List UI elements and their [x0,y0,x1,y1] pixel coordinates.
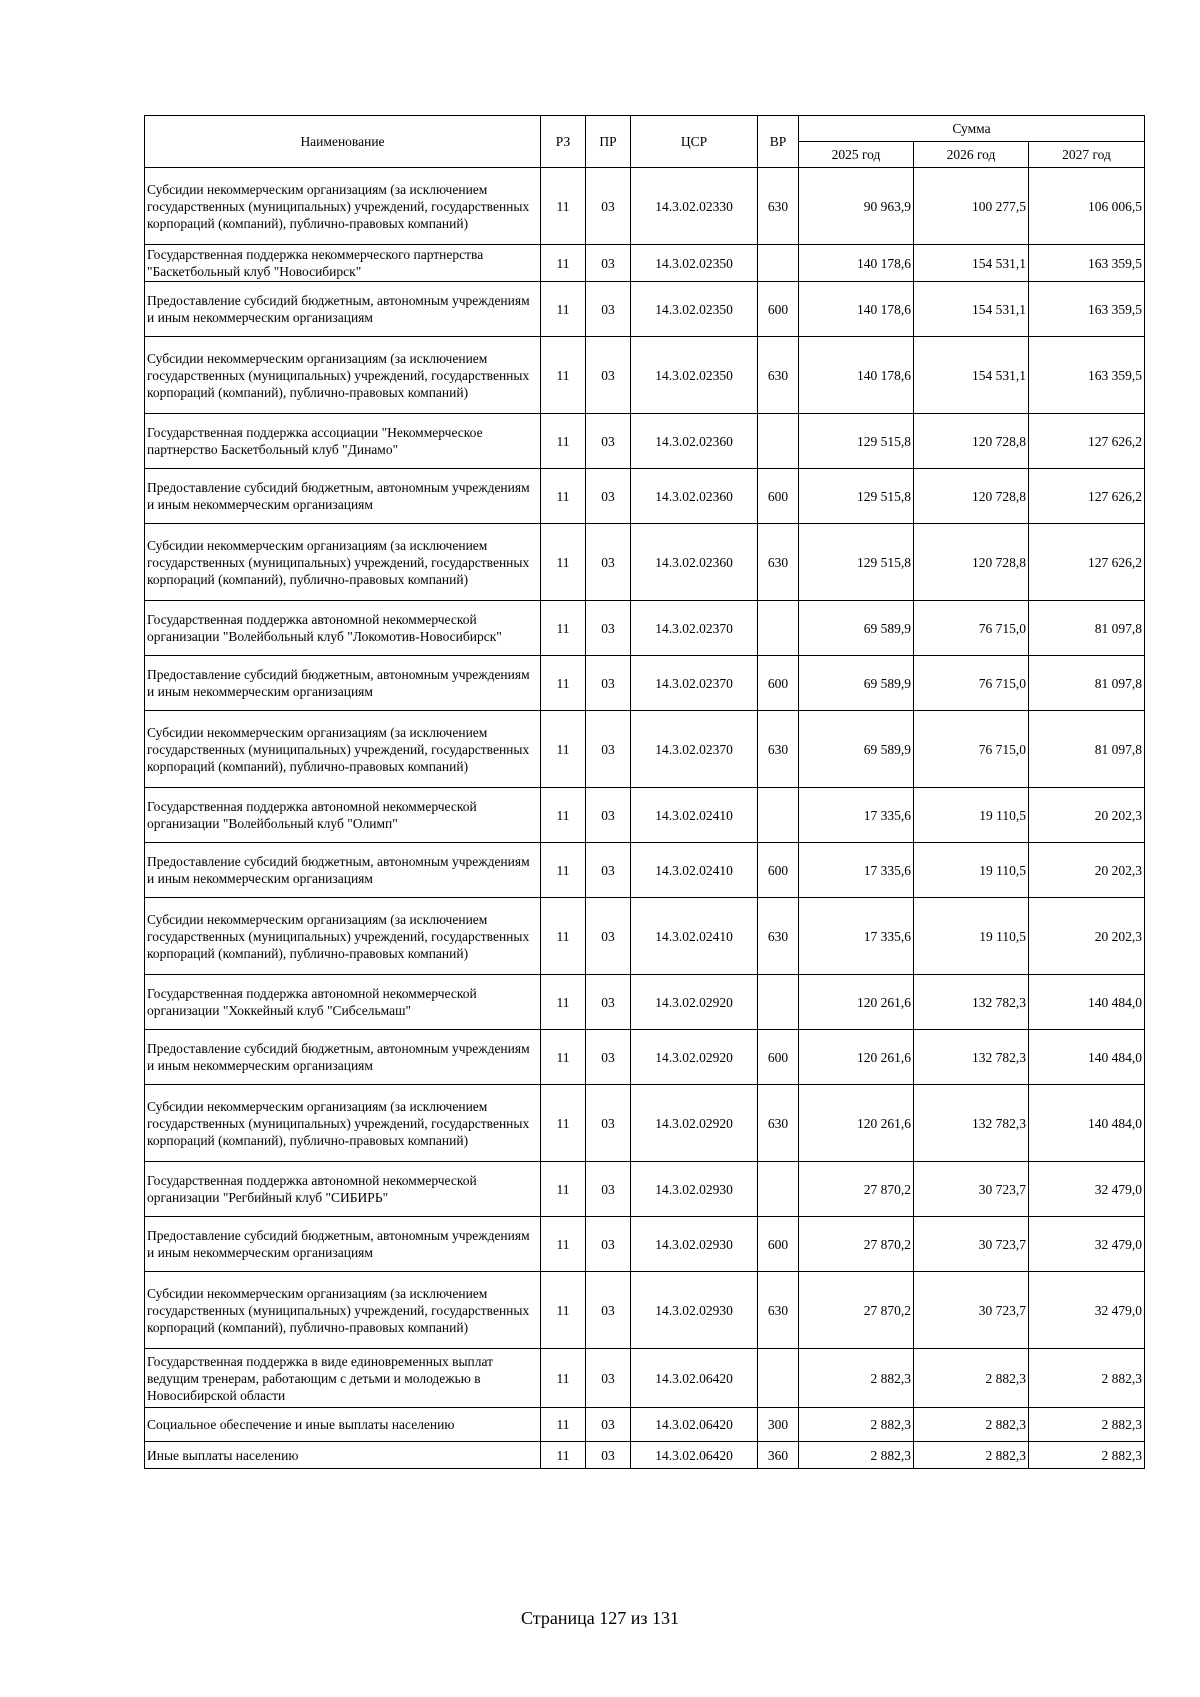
row-sum-2026: 2 882,3 [914,1442,1029,1469]
row-vr: 630 [758,711,799,788]
row-vr [758,1349,799,1408]
row-sum-2027: 81 097,8 [1029,656,1145,711]
row-vr: 600 [758,282,799,337]
row-rz: 11 [541,245,586,282]
row-csr: 14.3.02.02410 [631,788,758,843]
row-csr: 14.3.02.02360 [631,469,758,524]
row-csr: 14.3.02.02360 [631,524,758,601]
row-csr: 14.3.02.02360 [631,414,758,469]
row-rz: 11 [541,1085,586,1162]
row-pr: 03 [586,1272,631,1349]
row-rz: 11 [541,843,586,898]
row-name: Предоставление субсидий бюджетным, автономным учреждениям и иным некоммерческим организациям [145,282,541,337]
row-vr: 600 [758,469,799,524]
table-row [145,469,1145,524]
row-sum-2026: 154 531,1 [914,337,1029,414]
row-pr: 03 [586,337,631,414]
row-sum-2027: 20 202,3 [1029,843,1145,898]
row-pr: 03 [586,1349,631,1408]
row-sum-2025: 90 963,9 [799,168,914,245]
row-vr [758,414,799,469]
row-sum-2026: 30 723,7 [914,1217,1029,1272]
row-vr: 600 [758,843,799,898]
table-row [145,245,1145,282]
row-sum-2027: 32 479,0 [1029,1217,1145,1272]
row-name: Государственная поддержка некоммерческого партнерства "Баскетбольный клуб "Новосибирск" [145,245,541,282]
row-rz: 11 [541,1272,586,1349]
row-pr: 03 [586,1085,631,1162]
row-sum-2025: 27 870,2 [799,1217,914,1272]
row-sum-2026: 76 715,0 [914,711,1029,788]
row-sum-2026: 132 782,3 [914,975,1029,1030]
row-vr: 630 [758,168,799,245]
row-pr: 03 [586,656,631,711]
row-vr [758,975,799,1030]
row-name: Государственная поддержка в виде единовременных выплат ведущим тренерам, работающим с детьми и молодежью в Новосибирской области [145,1349,541,1408]
row-csr: 14.3.02.02350 [631,282,758,337]
row-csr: 14.3.02.02920 [631,1030,758,1085]
row-sum-2026: 2 882,3 [914,1408,1029,1442]
header-vr: ВР [758,116,799,168]
row-csr: 14.3.02.02330 [631,168,758,245]
row-pr: 03 [586,1030,631,1085]
row-sum-2025: 140 178,6 [799,245,914,282]
row-sum-2025: 2 882,3 [799,1442,914,1469]
row-name: Государственная поддержка автономной некоммерческой организации "Регбийный клуб "СИБИРЬ" [145,1162,541,1217]
table-row [145,1272,1145,1349]
row-rz: 11 [541,1408,586,1442]
row-name: Иные выплаты населению [145,1442,541,1469]
row-name: Государственная поддержка автономной некоммерческой организации "Волейбольный клуб "Локомотив-Новосибирск" [145,601,541,656]
row-csr: 14.3.02.06420 [631,1442,758,1469]
row-sum-2026: 2 882,3 [914,1349,1029,1408]
row-rz: 11 [541,1030,586,1085]
row-sum-2027: 140 484,0 [1029,1085,1145,1162]
row-name: Субсидии некоммерческим организациям (за исключением государственных (муниципальных) учреждений, государственных корпораций (компаний), публично-правовых компаний) [145,168,541,245]
row-csr: 14.3.02.02350 [631,337,758,414]
row-sum-2025: 17 335,6 [799,788,914,843]
row-sum-2027: 32 479,0 [1029,1272,1145,1349]
row-pr: 03 [586,168,631,245]
row-sum-2027: 140 484,0 [1029,975,1145,1030]
row-name: Предоставление субсидий бюджетным, автономным учреждениям и иным некоммерческим организациям [145,843,541,898]
row-sum-2026: 76 715,0 [914,601,1029,656]
row-rz: 11 [541,1442,586,1469]
row-vr: 630 [758,898,799,975]
row-sum-2027: 2 882,3 [1029,1408,1145,1442]
row-vr: 600 [758,1030,799,1085]
row-csr: 14.3.02.06420 [631,1408,758,1442]
row-sum-2027: 32 479,0 [1029,1162,1145,1217]
row-pr: 03 [586,245,631,282]
row-sum-2027: 140 484,0 [1029,1030,1145,1085]
row-sum-2026: 120 728,8 [914,469,1029,524]
row-sum-2026: 132 782,3 [914,1085,1029,1162]
row-sum-2025: 2 882,3 [799,1349,914,1408]
row-pr: 03 [586,898,631,975]
row-vr: 630 [758,1272,799,1349]
row-name: Государственная поддержка автономной некоммерческой организации "Хоккейный клуб "Сибсельмаш" [145,975,541,1030]
table-row [145,601,1145,656]
row-rz: 11 [541,337,586,414]
table-row [145,1408,1145,1442]
row-sum-2027: 163 359,5 [1029,337,1145,414]
row-vr [758,245,799,282]
row-rz: 11 [541,1162,586,1217]
table-row [145,1030,1145,1085]
table-header [145,116,1145,168]
row-name: Предоставление субсидий бюджетным, автономным учреждениям и иным некоммерческим организациям [145,1217,541,1272]
row-csr: 14.3.02.02920 [631,975,758,1030]
row-rz: 11 [541,898,586,975]
row-sum-2026: 19 110,5 [914,843,1029,898]
row-sum-2027: 106 006,5 [1029,168,1145,245]
row-vr: 600 [758,1217,799,1272]
row-pr: 03 [586,711,631,788]
row-sum-2027: 81 097,8 [1029,601,1145,656]
row-pr: 03 [586,524,631,601]
row-sum-2025: 129 515,8 [799,469,914,524]
row-sum-2025: 69 589,9 [799,711,914,788]
row-sum-2026: 154 531,1 [914,282,1029,337]
row-pr: 03 [586,843,631,898]
header-csr: ЦСР [631,116,758,168]
table-row [145,975,1145,1030]
header-year-2026: 2026 год [914,142,1029,168]
row-sum-2025: 129 515,8 [799,414,914,469]
row-sum-2025: 17 335,6 [799,843,914,898]
row-pr: 03 [586,282,631,337]
table-row [145,168,1145,245]
row-sum-2026: 76 715,0 [914,656,1029,711]
row-sum-2026: 19 110,5 [914,898,1029,975]
row-sum-2027: 127 626,2 [1029,414,1145,469]
row-csr: 14.3.02.02350 [631,245,758,282]
row-sum-2027: 163 359,5 [1029,282,1145,337]
row-csr: 14.3.02.02370 [631,656,758,711]
row-rz: 11 [541,711,586,788]
row-csr: 14.3.02.02920 [631,1085,758,1162]
row-pr: 03 [586,601,631,656]
row-csr: 14.3.02.02370 [631,711,758,788]
row-sum-2025: 120 261,6 [799,1030,914,1085]
row-csr: 14.3.02.02930 [631,1217,758,1272]
row-sum-2026: 30 723,7 [914,1272,1029,1349]
row-sum-2027: 2 882,3 [1029,1349,1145,1408]
row-pr: 03 [586,1408,631,1442]
row-sum-2026: 30 723,7 [914,1162,1029,1217]
row-pr: 03 [586,1162,631,1217]
row-vr: 600 [758,656,799,711]
row-sum-2026: 120 728,8 [914,414,1029,469]
row-sum-2025: 140 178,6 [799,282,914,337]
row-rz: 11 [541,414,586,469]
row-vr [758,1162,799,1217]
row-pr: 03 [586,1217,631,1272]
row-name: Государственная поддержка ассоциации "Некоммерческое партнерство Баскетбольный клуб "Динамо" [145,414,541,469]
table-row [145,1349,1145,1408]
row-vr [758,601,799,656]
row-vr [758,788,799,843]
budget-table [144,115,1145,1469]
header-name: Наименование [145,116,541,168]
row-vr: 630 [758,1085,799,1162]
row-sum-2026: 154 531,1 [914,245,1029,282]
row-rz: 11 [541,282,586,337]
row-name: Субсидии некоммерческим организациям (за исключением государственных (муниципальных) учреждений, государственных корпораций (компаний), публично-правовых компаний) [145,524,541,601]
table-row [145,843,1145,898]
row-sum-2026: 120 728,8 [914,524,1029,601]
table-row [145,524,1145,601]
row-vr: 630 [758,337,799,414]
table-row [145,1442,1145,1469]
table-row [145,898,1145,975]
row-pr: 03 [586,788,631,843]
row-rz: 11 [541,168,586,245]
row-vr: 630 [758,524,799,601]
table-body [145,168,1145,1469]
row-rz: 11 [541,788,586,843]
row-vr: 300 [758,1408,799,1442]
page-number: Страница 127 из 131 [521,1608,679,1628]
row-sum-2027: 20 202,3 [1029,898,1145,975]
row-pr: 03 [586,1442,631,1469]
row-name: Субсидии некоммерческим организациям (за исключением государственных (муниципальных) учреждений, государственных корпораций (компаний), публично-правовых компаний) [145,1272,541,1349]
row-rz: 11 [541,469,586,524]
row-csr: 14.3.02.02370 [631,601,758,656]
table-row [145,1162,1145,1217]
row-rz: 11 [541,656,586,711]
row-sum-2025: 17 335,6 [799,898,914,975]
row-csr: 14.3.02.06420 [631,1349,758,1408]
table-row [145,1217,1145,1272]
row-csr: 14.3.02.02410 [631,843,758,898]
header-sum: Сумма [799,116,1145,142]
row-rz: 11 [541,601,586,656]
row-name: Субсидии некоммерческим организациям (за исключением государственных (муниципальных) учреждений, государственных корпораций (компаний), публично-правовых компаний) [145,1085,541,1162]
table-row [145,414,1145,469]
row-sum-2025: 129 515,8 [799,524,914,601]
row-sum-2025: 120 261,6 [799,1085,914,1162]
row-name: Предоставление субсидий бюджетным, автономным учреждениям и иным некоммерческим организациям [145,469,541,524]
row-sum-2025: 69 589,9 [799,601,914,656]
row-sum-2025: 140 178,6 [799,337,914,414]
table-row [145,656,1145,711]
row-csr: 14.3.02.02930 [631,1162,758,1217]
row-pr: 03 [586,975,631,1030]
row-vr: 360 [758,1442,799,1469]
row-sum-2027: 20 202,3 [1029,788,1145,843]
row-pr: 03 [586,469,631,524]
row-rz: 11 [541,1349,586,1408]
row-sum-2026: 132 782,3 [914,1030,1029,1085]
row-name: Социальное обеспечение и иные выплаты населению [145,1408,541,1442]
row-sum-2025: 69 589,9 [799,656,914,711]
row-name: Предоставление субсидий бюджетным, автономным учреждениям и иным некоммерческим организациям [145,1030,541,1085]
row-sum-2027: 163 359,5 [1029,245,1145,282]
row-rz: 11 [541,975,586,1030]
row-sum-2027: 2 882,3 [1029,1442,1145,1469]
row-rz: 11 [541,524,586,601]
header-rz: РЗ [541,116,586,168]
row-sum-2025: 120 261,6 [799,975,914,1030]
table-row [145,788,1145,843]
row-csr: 14.3.02.02410 [631,898,758,975]
row-name: Субсидии некоммерческим организациям (за исключением государственных (муниципальных) учреждений, государственных корпораций (компаний), публично-правовых компаний) [145,711,541,788]
row-sum-2025: 2 882,3 [799,1408,914,1442]
row-csr: 14.3.02.02930 [631,1272,758,1349]
row-sum-2027: 127 626,2 [1029,524,1145,601]
row-name: Субсидии некоммерческим организациям (за исключением государственных (муниципальных) учреждений, государственных корпораций (компаний), публично-правовых компаний) [145,898,541,975]
row-sum-2026: 100 277,5 [914,168,1029,245]
row-name: Предоставление субсидий бюджетным, автономным учреждениям и иным некоммерческим организациям [145,656,541,711]
row-sum-2027: 81 097,8 [1029,711,1145,788]
row-pr: 03 [586,414,631,469]
row-name: Субсидии некоммерческим организациям (за исключением государственных (муниципальных) учреждений, государственных корпораций (компаний), публично-правовых компаний) [145,337,541,414]
header-year-2025: 2025 год [799,142,914,168]
row-sum-2027: 127 626,2 [1029,469,1145,524]
header-pr: ПР [586,116,631,168]
row-sum-2025: 27 870,2 [799,1162,914,1217]
row-name: Государственная поддержка автономной некоммерческой организации "Волейбольный клуб "Олимп" [145,788,541,843]
row-rz: 11 [541,1217,586,1272]
row-sum-2026: 19 110,5 [914,788,1029,843]
table-row [145,711,1145,788]
table-row [145,337,1145,414]
header-year-2027: 2027 год [1029,142,1145,168]
row-sum-2025: 27 870,2 [799,1272,914,1349]
table-row [145,282,1145,337]
table-row [145,1085,1145,1162]
